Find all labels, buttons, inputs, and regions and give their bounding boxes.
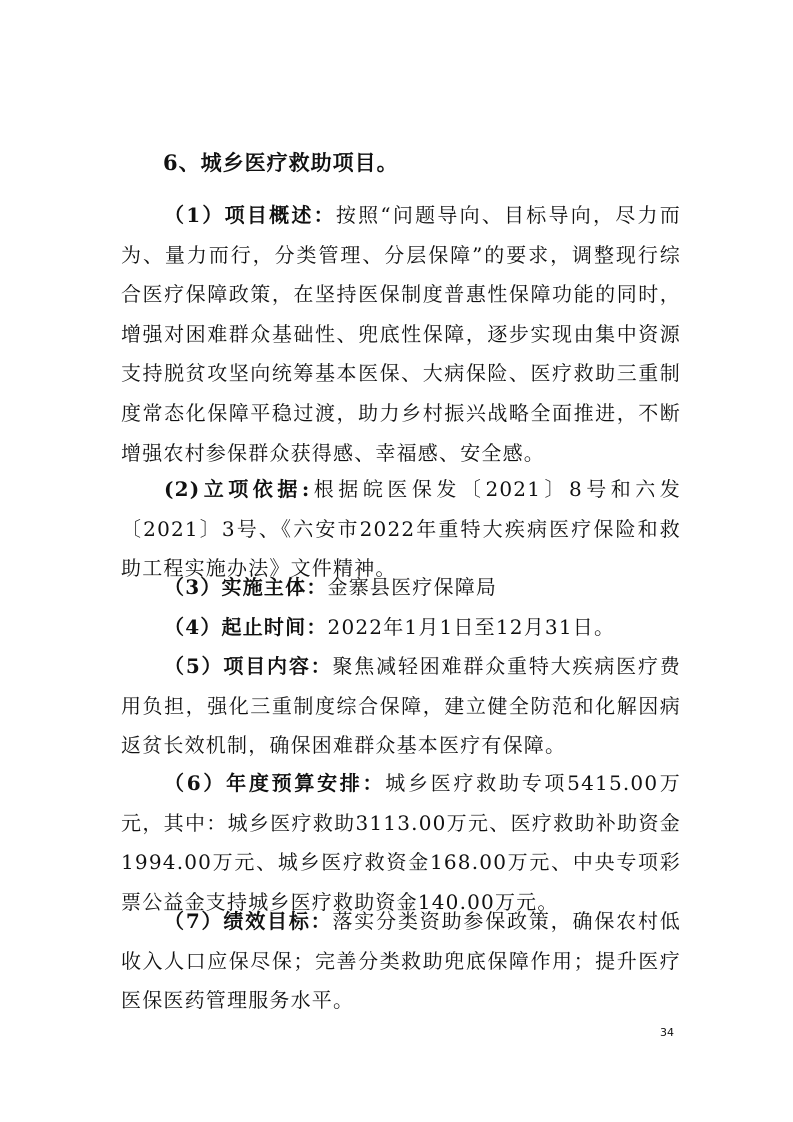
paragraph-annual-budget [121,764,681,922]
paragraph-label: （3）实施主体： [164,575,328,599]
paragraph-label: （5）项目内容： [164,654,333,678]
paragraph-text: 2022年1月1日至12月31日。 [327,615,616,639]
paragraph-label: （1）项目概述： [164,203,336,227]
paragraph-text: 根据皖医保发〔2021〕8号和六发〔2021〕3号、《六安市2022年重特大疾病医疗保险和救助工程实施办法》文件精神。 [121,477,682,581]
paragraph-performance-goals [121,902,681,1021]
paragraph-label: （6）年度预算安排： [164,771,386,795]
paragraph-text: 城乡医疗救助专项5415.00万元，其中：城乡医疗救助3113.00万元、医疗救助补助资金1994.00万元、城乡医疗救资金168.00万元、中央专项彩票公益金支持城乡医疗救助资金140.00万元。 [121,771,682,914]
paragraph-time-period [121,608,681,648]
paragraph-text: 聚焦减轻困难群众重特大疾病医疗费用负担，强化三重制度综合保障，建立健全防范和化解因病返贫长效机制，确保困难群众基本医疗有保障。 [121,654,681,758]
paragraph-project-overview [121,196,681,473]
page-number: 34 [660,1026,674,1039]
paragraph-label: (2)立项依据: [164,477,311,501]
paragraph-label: （4）起止时间： [164,615,328,639]
paragraph-text: 按照“问题导向、目标导向，尽力而为、量力而行，分类管理、分层保障”的要求，调整现行综合医疗保障政策，在坚持医保制度普惠性保障功能的同时，增强对困难群众基础性、兜底性保障，逐步实现由集中资源支持脱贫攻坚向统筹基本医保、大病保险、医疗救助三重制度常态化保障平稳过渡，助力乡村振兴战略全面推进，不断增强农村参保群众获得感、幸福感、安全感。 [121,203,681,465]
paragraph-text: 金寨县医疗保障局 [327,575,498,599]
paragraph-label: （7）绩效目标： [164,909,333,933]
paragraph-implementing-body [121,568,681,608]
paragraph-text: 落实分类资助参保政策，确保农村低收入人口应保尽保；完善分类救助兜底保障作用；提升医疗医保医药管理服务水平。 [121,909,681,1013]
paragraph-project-content [121,647,681,766]
section-heading: 6、城乡医疗救助项目。 [163,150,399,175]
